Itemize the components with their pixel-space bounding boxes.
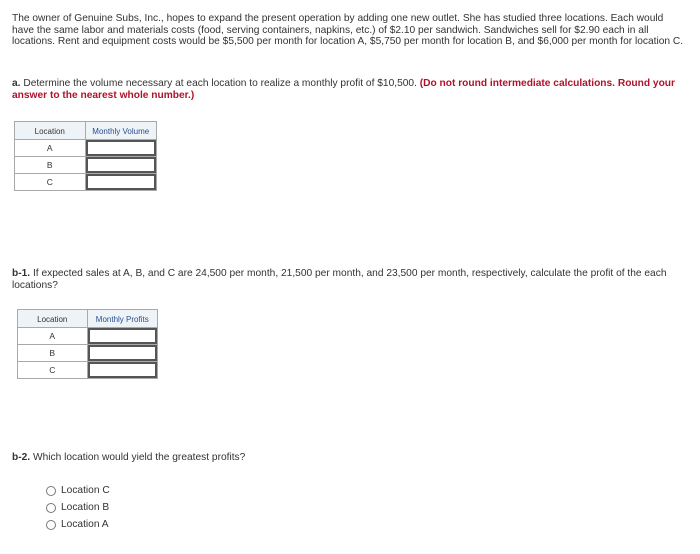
table-header-monthly-profits: Monthly Profits [87, 310, 157, 328]
part-b2-question [12, 452, 688, 464]
monthly-profits-table [17, 309, 158, 379]
profit-input-b[interactable] [88, 345, 157, 361]
radio-circle-icon[interactable] [46, 520, 56, 530]
part-b2-text: Which location would yield the greatest profits? [30, 452, 246, 463]
profit-input-a[interactable] [88, 328, 157, 344]
part-b1-label: b-1. [12, 268, 31, 279]
table-row [18, 345, 158, 362]
problem-intro: The owner of Genuine Subs, Inc., hopes to expand the present operation by adding one new outlet. She has studied three locations. Each would have the same labor and materials costs (food, serving containers, napkins, etc.) of $2.10 per sandwich. Sandwiches sell for $2.90 each in all locations. Rent and equipment costs would be $5,500 per month for location A, $5,750 per month for location B, and $6,000 per month for location C. [12, 13, 684, 48]
radio-option-location-b[interactable] [46, 502, 109, 513]
radio-label-location-b: Location B [61, 502, 110, 513]
part-b2-label: b-2. [12, 452, 31, 463]
table-row [15, 174, 157, 191]
location-cell-a: A [18, 328, 88, 345]
radio-option-location-c[interactable] [46, 485, 110, 496]
volume-input-b[interactable] [86, 157, 156, 173]
location-cell-a: A [15, 140, 86, 157]
table-header-monthly-volume: Monthly Volume [85, 122, 156, 140]
table-row [18, 362, 158, 379]
volume-input-a[interactable] [86, 140, 156, 156]
part-a-label: a. [12, 78, 21, 89]
part-b1-question [12, 268, 688, 291]
table-header-location: Location [18, 310, 88, 328]
profit-input-c[interactable] [88, 362, 157, 378]
part-a-instruction: (Do not round intermediate calculations. Round your answer to the nearest whole number.) [12, 78, 675, 101]
table-row [15, 157, 157, 174]
location-cell-c: C [15, 174, 86, 191]
table-header-location: Location [15, 122, 86, 140]
radio-label-location-a: Location A [61, 519, 109, 530]
part-b1-text: If expected sales at A, B, and C are 24,500 per month, 21,500 per month, and 23,500 per month, respectively, calculate the profit of the each locations? [12, 268, 667, 291]
location-cell-b: B [18, 345, 88, 362]
volume-input-c[interactable] [86, 174, 156, 190]
radio-option-location-a[interactable] [46, 519, 109, 530]
radio-circle-icon[interactable] [46, 503, 56, 513]
location-cell-c: C [18, 362, 88, 379]
monthly-volume-table [14, 121, 157, 191]
part-a-question [12, 78, 688, 101]
table-row [18, 328, 158, 345]
table-row [15, 140, 157, 157]
radio-circle-icon[interactable] [46, 486, 56, 496]
part-a-text: Determine the volume necessary at each location to realize a monthly profit of $10,500. [20, 78, 420, 89]
radio-label-location-c: Location C [61, 485, 110, 496]
location-cell-b: B [15, 157, 86, 174]
